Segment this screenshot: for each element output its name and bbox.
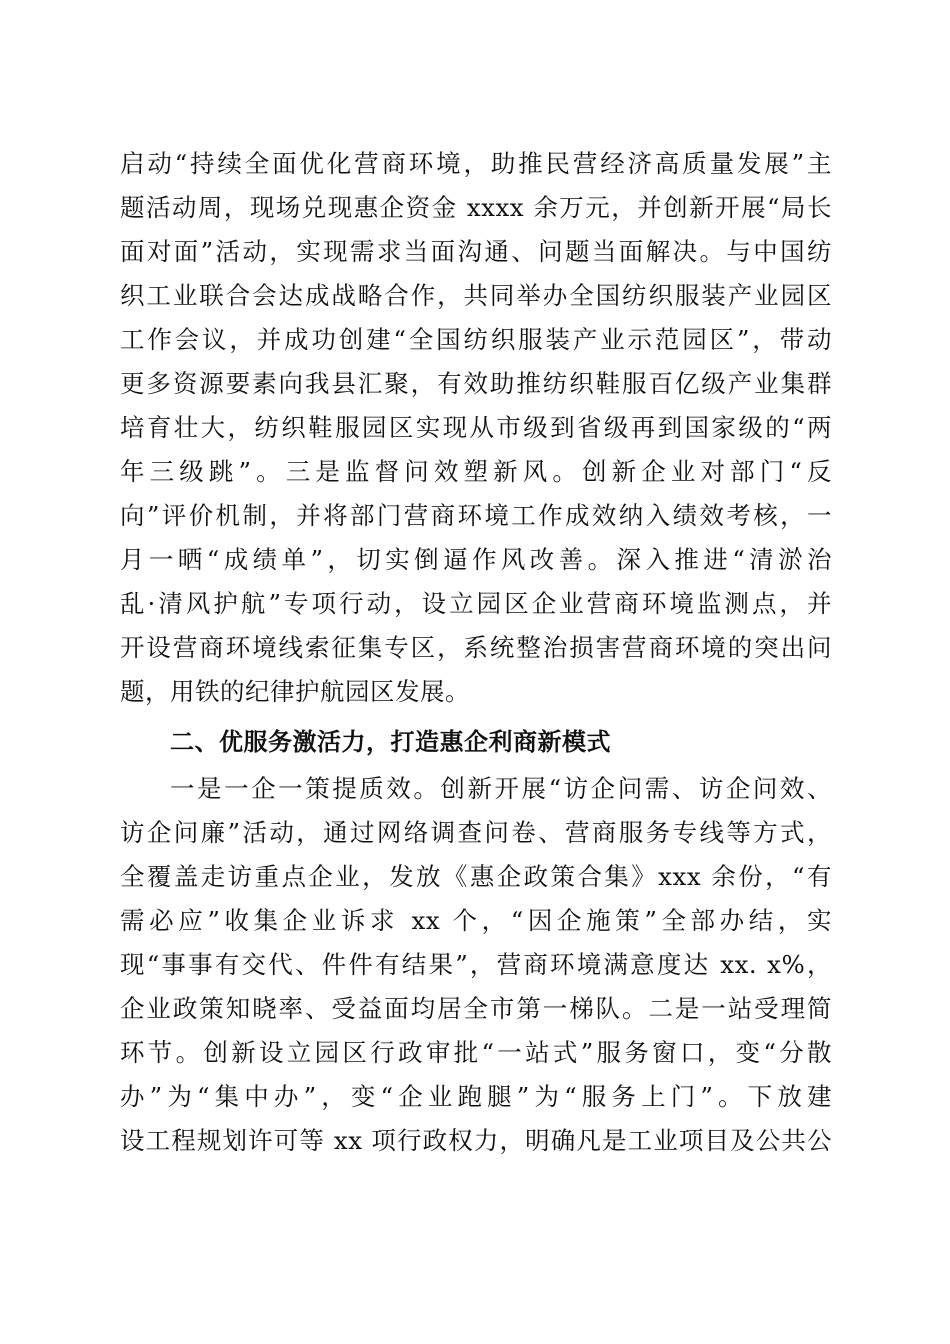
text-line: 访企问廉”活动，通过网络调查问卷、营商服务专线等方式， bbox=[120, 818, 832, 847]
text-line: 现“事事有交代、件件有结果”，营商环境满意度达 xx. x%， bbox=[120, 950, 832, 979]
text-line: 办”为“集中办”，变“企业跑腿”为“服务上门”。下放建 bbox=[120, 1082, 832, 1111]
text-line: 更多资源要素向我县汇聚，有效助推纺织鞋服百亿级产业集群 bbox=[120, 369, 832, 398]
text-line: 全覆盖走访重点企业，发放《惠企政策合集》xxx 余份，“有 bbox=[120, 862, 832, 891]
text-line: 企业政策知晓率、受益面均居全市第一梯队。二是一站受理简 bbox=[120, 994, 832, 1023]
text-line: 需必应”收集企业诉求 xx 个，“因企施策”全部办结，实 bbox=[120, 906, 832, 935]
text-line: 织工业联合会达成战略合作，共同举办全国纺织服装产业园区 bbox=[120, 281, 832, 310]
document-body bbox=[120, 142, 832, 1163]
paragraph-2 bbox=[120, 767, 832, 1163]
text-line: 工作会议，并成功创建“全国纺织服装产业示范园区”，带动 bbox=[120, 325, 832, 354]
text-line: 年三级跳”。三是监督问效塑新风。创新企业对部门“反 bbox=[120, 457, 832, 486]
text-line: 乱·清风护航”专项行动，设立园区企业营商环境监测点，并 bbox=[120, 589, 832, 618]
text-line: 月一晒“成绩单”，切实倒逼作风改善。深入推进“清淤治 bbox=[120, 545, 832, 574]
text-line: 开设营商环境线索征集专区，系统整治损害营商环境的突出问 bbox=[120, 633, 832, 662]
section-heading: 二、优服务激活力，打造惠企利商新模式 bbox=[170, 728, 611, 756]
text-line: 启动“持续全面优化营商环境，助推民营经济高质量发展”主 bbox=[120, 149, 832, 178]
text-line: 向”评价机制，并将部门营商环境工作成效纳入绩效考核，一 bbox=[120, 501, 832, 530]
text-line: 题活动周，现场兑现惠企资金 xxxx 余万元，并创新开展“局长 bbox=[120, 193, 832, 222]
text-line: 一是一企一策提质效。创新开展“访企问需、访企问效、 bbox=[170, 774, 832, 803]
text-line: 培育壮大，纺织鞋服园区实现从市级到省级再到国家级的“两 bbox=[120, 413, 832, 442]
text-line: 环节。创新设立园区行政审批“一站式”服务窗口，变“分散 bbox=[120, 1038, 832, 1067]
text-line: 题，用铁的纪律护航园区发展。 bbox=[120, 677, 470, 706]
paragraph-1 bbox=[120, 142, 832, 714]
text-line: 面对面”活动，实现需求当面沟通、问题当面解决。与中国纺 bbox=[120, 237, 832, 266]
text-line: 设工程规划许可等 xx 项行政权力，明确凡是工业项目及公共公 bbox=[120, 1126, 832, 1155]
